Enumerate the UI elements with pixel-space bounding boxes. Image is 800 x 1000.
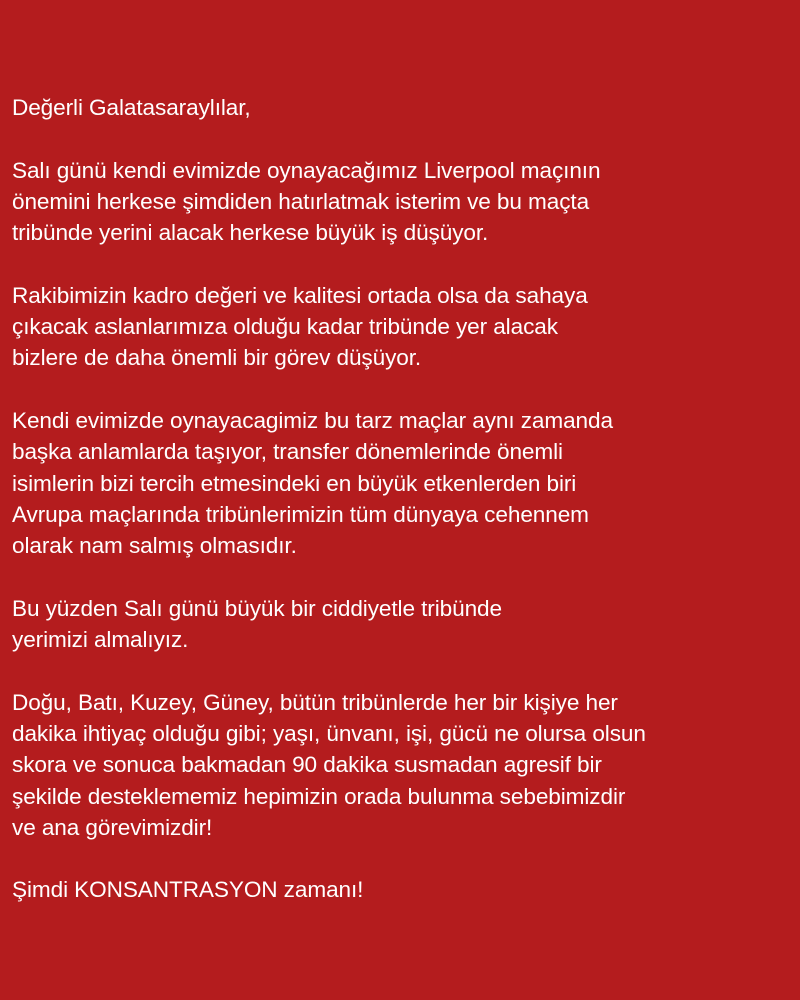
- text-line: şekilde desteklememiz hepimizin orada bulunma sebebimizdir: [12, 783, 626, 809]
- text-line: yerimizi almalıyız.: [12, 627, 189, 653]
- letter-paragraph: [12, 405, 800, 561]
- text-line: dakika ihtiyaç olduğu gibi; yaşı, ünvanı, işi, gücü ne olursa olsun: [12, 720, 646, 746]
- text-line: isimlerin bizi tercih etmesindeki en büyük etkenlerden biri: [12, 470, 577, 496]
- text-line: tribünde yerini alacak herkese büyük iş düşüyor.: [12, 220, 489, 246]
- letter-body: [12, 92, 800, 937]
- text-line: Şimdi KONSANTRASYON zamanı!: [12, 877, 364, 903]
- text-line: Kendi evimizde oynayacagimiz bu tarz maçlar aynı zamanda: [12, 407, 613, 433]
- text-line: ve ana görevimizdir!: [12, 814, 213, 840]
- letter-paragraph: [12, 593, 800, 656]
- text-line: önemini herkese şimdiden hatırlatmak isterim ve bu maçta: [12, 188, 590, 214]
- letter-paragraph: [12, 687, 800, 843]
- text-line: bizlere de daha önemli bir görev düşüyor.: [12, 345, 422, 371]
- text-line: Değerli Galatasaraylılar,: [12, 95, 251, 120]
- letter-paragraph: [12, 155, 800, 249]
- text-line: Bu yüzden Salı günü büyük bir ciddiyetle tribünde: [12, 595, 502, 621]
- text-line: çıkacak aslanlarımıza olduğu kadar tribünde yer alacak: [12, 314, 558, 340]
- closing-line: [12, 874, 800, 905]
- text-line: Doğu, Batı, Kuzey, Güney, bütün tribünlerde her bir kişiye her: [12, 689, 618, 715]
- text-line: olarak nam salmış olmasıdır.: [12, 533, 297, 559]
- text-line: Avrupa maçlarında tribünlerimizin tüm dünyaya cehennem: [12, 501, 589, 527]
- text-line: Rakibimizin kadro değeri ve kalitesi ortada olsa da sahaya: [12, 282, 588, 308]
- salutation: [12, 92, 800, 123]
- text-line: Salı günü kendi evimizde oynayacağımız Liverpool maçının: [12, 157, 601, 183]
- letter-paragraph: [12, 280, 800, 374]
- text-line: başka anlamlarda taşıyor, transfer dönemlerinde önemli: [12, 439, 563, 465]
- text-line: skora ve sonuca bakmadan 90 dakika susmadan agresif bir: [12, 752, 602, 778]
